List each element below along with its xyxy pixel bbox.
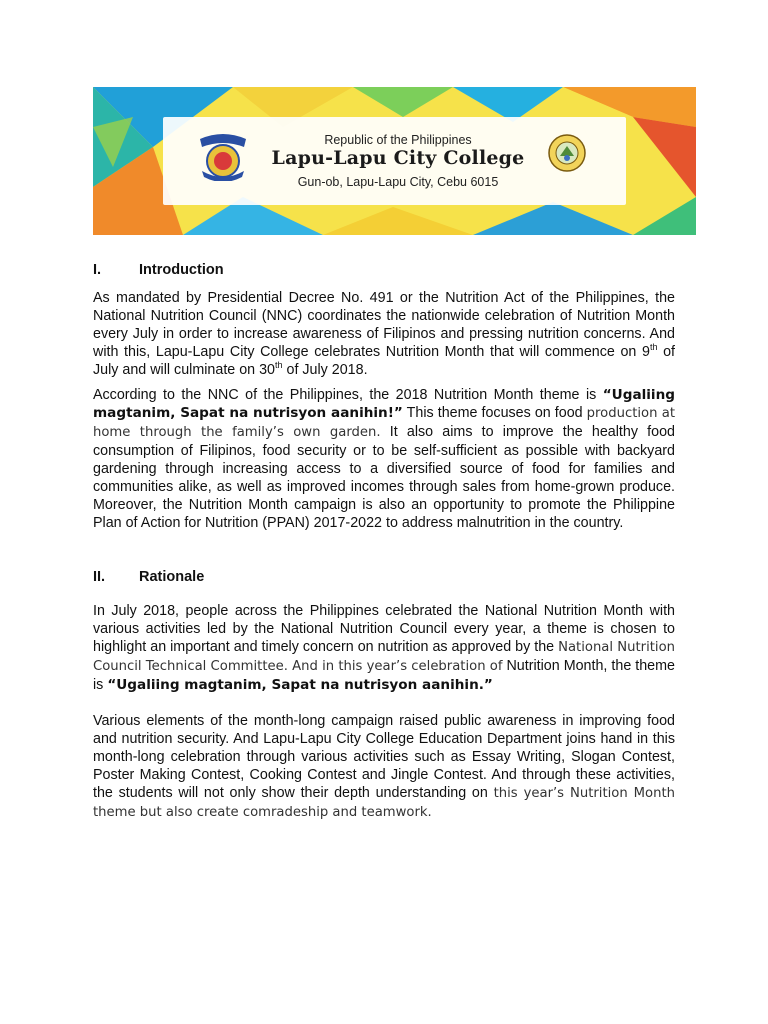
document-body	[93, 262, 675, 822]
section-number: II.	[93, 569, 106, 585]
theme-quote: “Ugaliing magtanim, Sapat na nutrisyon aanihin!”	[93, 387, 675, 421]
college-name: Lapu-Lapu City College	[271, 147, 525, 169]
header-banner	[93, 87, 696, 235]
college-address: Gun-ob, Lapu-Lapu City, Cebu 6015	[297, 175, 499, 189]
section-title: Introduction	[139, 262, 224, 278]
section-number: I.	[93, 262, 102, 278]
city-seal-icon	[548, 134, 586, 172]
college-seal-icon	[196, 131, 250, 181]
section-heading-rationale	[93, 569, 675, 585]
rationale-paragraph-2: Various elements of the month-long campaign raised public awareness in improving food and nutrition security. And Lapu-Lapu City College Education Department joins hand in this month-long celebration through various activities such as Essay Writing, Slogan Contest, Poster Making Contest, Cooking Contest and Jingle Contest. And through these activities, the students will not only show their depth understanding on this year’s Nutrition Month theme but also create comradeship and teamwork.	[93, 713, 675, 820]
theme-quote: “Ugaliing magtanim, Sapat na nutrisyon aanihin.”	[107, 677, 493, 693]
rationale-paragraph-1: In July 2018, people across the Philippines celebrated the National Nutrition Month with various activities led by the National Nutrition Council every year, a theme is chosen to highlight an important and timely concern on nutrition as approved by the National Nutrition Council Technical Committee. And in this year’s celebration of Nutrition Month, the theme is “Ugaliing magtanim, Sapat na nutrisyon aanihin.”	[93, 603, 675, 693]
intro-paragraph-1: As mandated by Presidential Decree No. 491 or the Nutrition Act of the Philippines, the National Nutrition Council (NNC) coordinates the nationwide celebration of Nutrition Month every July in order to increase awareness of Filipinos and pressing nutrition concerns. And with this, Lapu-Lapu City College celebrates Nutrition Month that will commence on 9th of July and will culminate on 30th of July 2018.	[93, 290, 675, 378]
republic-line: Republic of the Philippines	[324, 133, 472, 147]
section-heading-introduction	[93, 262, 675, 278]
section-title: Rationale	[139, 569, 205, 585]
intro-paragraph-2: According to the NNC of the Philippines, the 2018 Nutrition Month theme is “Ugaliing magtanim, Sapat na nutrisyon aanihin!” This theme focuses on food production at home through the family’s own garden. It also aims to improve the healthy food consumption of Filipinos, food security or to be self-sufficient as possible with backyard gardening through increasing access to a diversified source of food for families and communities alike, as well as improved incomes through sales from home-grown produce. Moreover, the Nutrition Month campaign is also an opportunity to promote the Philippine Plan of Action for Nutrition (PPAN) 2017-2022 to address malnutrition in the country.	[93, 387, 675, 531]
